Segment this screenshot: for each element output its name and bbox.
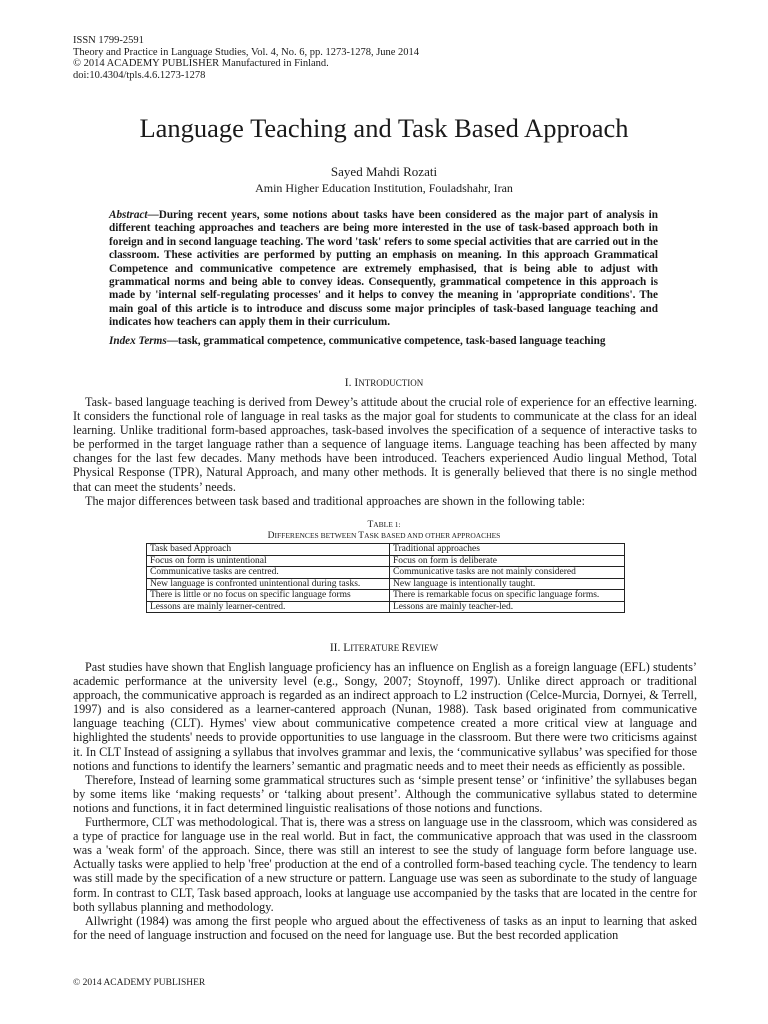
index-terms [109,335,658,348]
abstract [109,209,658,330]
abstract-text: —During recent years, some notions about tasks have been considered as the major part of analysis in different teaching approaches and teachers are being more interested in the use of task-based approach both in foreign and in second language teaching. The word 'task' refers to some special activities that are carried out in the classroom. These activities are performed by putting an emphasis on meaning. In this approach Grammatical Competence and communicative competence are extremely emphasised, that is being able to adjust with grammatical norms and being able to convey ideas. Consequently, grammatical competence in this approach is made by 'internal self-regulating processes' and it helps to convey the meaning in 'appropriate conditions'. The main goal of this article is to introduce and discuss some major principles of task-based language teaching and indicates how teachers can apply them in their curriculum. [109,209,658,329]
differences-table [146,543,625,613]
table-caption [0,520,768,541]
caption-part: D [267,530,275,541]
caption-initial: T [367,520,374,530]
paragraph: The major differences between task based and traditional approaches are shown in the following table: [85,493,585,508]
section-numeral: II. [329,642,344,654]
table-cell: Lessons are mainly teacher-led. [390,601,625,613]
table-cell: Communicative tasks are centred. [147,567,390,579]
author-name: Sayed Mahdi Rozati [330,164,438,179]
caption-part: IFFERENCES BETWEEN [274,530,359,540]
table-row [147,601,625,613]
table-cell: Focus on form is deliberate [390,555,625,567]
index-terms-text: —task, grammatical competence, communicative competence, task-based language teaching [166,335,606,347]
heading-initial: L [343,642,351,654]
journal-header [73,35,419,81]
paragraph: Past studies have shown that English language proficiency has an influence on English as a foreign language (EFL) students’ academic performance at the university level (e.g., Songy, 2007; Stoynoff, 1997). Unlike direct approach or traditional approach, the communicative approach is regarded as an indirect approach to L2 instruction (Celce-Murcia, Dornyei, & Terrell, 1997) and is also considered as a learner-cantered approach (Nunan, 1988). Task based originated from communicative language teaching (CLT). Hymes' view about communicative competence created a more critical view at language and highlighted the students' needs to provide opportunities to use language in the classroom. But there were two criticisms against it. In CLT Instead of assigning a syllabus that involves grammar and lexis, the ‘communicative syllabus’ was specified for those notions and functions to identify the learners’ semantic and pragmatic needs and to meet their needs as efficiently as possible. [73,660,697,773]
section-heading-literature-review [0,641,768,655]
paragraph: Task- based language teaching is derived from Dewey’s attitude about the crucial role of experience for an effective learning. It considers the functional role of language in real tasks as the major goal for students to communicate at the class for an ideal learning. Unlike traditional form-based approaches, task-based involves the specification of a sequence of interactive tasks to be performed in the target language rather than a sequence of language items. Language teaching has been affected by many changes for the last few decades. Many methods have been introduced. Teachers experienced Audio lingual Method, Total Physical Response (TPR), Natural Approach, and many other methods. It is generally believed that there is no single method that can meet the students’ needs. [73,395,697,494]
table-cell: Focus on form is unintentional [147,555,390,567]
section-heading-introduction [0,376,768,390]
heading-rest: EVIEW [409,643,439,653]
table-cell: Traditional approaches [390,544,625,556]
table-title [0,531,768,542]
paper-title: Language Teaching and Task Based Approach [139,113,629,143]
author-affiliation: Amin Higher Education Institution, Fouladshahr, Iran [255,181,513,195]
table-cell: There is little or no focus on specific language forms [147,590,390,602]
table-row [147,590,625,602]
section-numeral: I. [344,377,355,389]
paragraph: Furthermore, CLT was methodological. That is, there was a stress on language use in the classroom, which was considered as a type of practice for language use in the real world. But in fact, the communicative approach that was used in the classroom was a 'weak form' of the approach. Since, there was still an interest to see the study of language form before language use. Actually tasks were applied to help 'free' production at the end of a controlled form-based teaching cycle. The tendency to learn was still made by the specification of a new structure or pattern. Language use was seen as subordinate to the study of language form. In contrast to CLT, Task based approach, looks at language use accompanied by the tasks that are located in the centre for both syllabus planning and methodology. [73,815,697,914]
table-row [147,544,625,556]
paragraph: Allwright (1984) was among the first people who argued about the effectiveness of tasks as an input to learning that asked for the need of language instruction and focused on the need for language use. But the best recorded application [73,913,697,942]
table-cell: Lessons are mainly learner-centred. [147,601,390,613]
caption-part: T [358,530,365,541]
table-cell: Communicative tasks are not mainly considered [390,567,625,579]
heading-rest: NTRODUCTION [358,378,424,388]
doi: doi:10.4304/tpls.4.6.1273-1278 [73,69,206,81]
heading-rest: ITERATURE [350,643,402,653]
abstract-label: Abstract [109,209,148,221]
heading-initial: I [354,377,359,389]
table-row [147,555,625,567]
literature-review-body [73,660,697,942]
paragraph: Therefore, Instead of learning some grammatical structures such as ‘simple present tense’ or ‘infinitive’ the syllabuses began by some items like ‘making requests’ or ‘talking about present’. Although the communicative syllabus stated to determine notions and functions, it in fact determined linguistic realisations of those notions and functions. [73,772,697,815]
introduction-body [73,395,697,508]
table-cell: New language is intentionally taught. [390,578,625,590]
table-row [147,578,625,590]
page-footer: © 2014 ACADEMY PUBLISHER [73,978,206,988]
heading-initial: R [401,642,410,654]
index-terms-label: Index Terms [109,335,167,347]
journal-citation: Theory and Practice in Language Studies, Vol. 4, No. 6, pp. 1273-1278, June 2014 [73,46,420,58]
table-cell: New language is confronted unintentional during tasks. [147,578,390,590]
issn: ISSN 1799-2591 [73,35,144,46]
caption-rest: ABLE 1: [373,520,401,529]
table-number [0,520,768,531]
table-cell: Task based Approach [147,544,390,556]
table-cell: There is remarkable focus on specific language forms. [390,590,625,602]
copyright-notice: © 2014 ACADEMY PUBLISHER Manufactured in Finland. [73,58,329,69]
table-row [147,567,625,579]
caption-part: ASK BASED AND OTHER APPROACHES [364,530,501,540]
